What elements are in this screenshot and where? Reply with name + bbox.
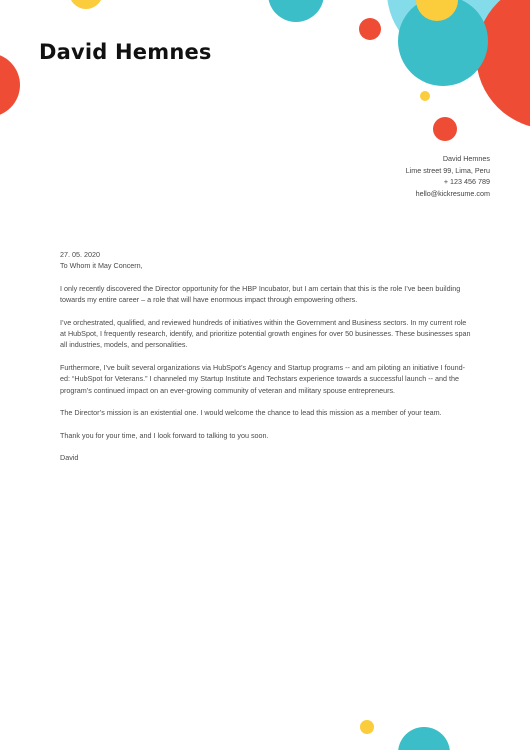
letter-paragraph xyxy=(60,283,492,306)
sender-address: Lime street 99, Lima, Peru xyxy=(405,165,490,175)
letter-line: Thank you for your time, and I look forward to talking to you soon. xyxy=(60,430,269,440)
yellow-dot-small xyxy=(420,91,430,101)
page-title: David Hemnes xyxy=(39,40,212,64)
letter-line: The Director’s mission is an existential one. I would welcome the chance to lead this mission as a member of your team. xyxy=(60,408,442,418)
teal-circle-bottom xyxy=(398,727,450,750)
yellow-circle-top-left xyxy=(69,0,103,9)
yellow-circle-bottom xyxy=(360,720,374,734)
letter-line: ed: “HubSpot for Veterans.” I channeled my Startup Institute and Techstars experience towards a successful launch -- and the xyxy=(60,374,459,384)
sender-email: hello@kickresume.com xyxy=(415,188,490,198)
letter-paragraph xyxy=(60,362,492,396)
letter-signature xyxy=(60,452,492,463)
letter-line: at HubSpot, I frequently research, identify, and prioritize potential growth engines for over 50 businesses. These businesses span xyxy=(60,329,471,339)
yellow-circle-top-right xyxy=(416,0,458,21)
letter-paragraph xyxy=(60,407,492,418)
letter-body xyxy=(60,249,492,464)
red-circle-medium-right xyxy=(433,117,457,141)
letter-greeting: To Whom it May Concern, xyxy=(60,261,143,271)
red-circle-small-top xyxy=(359,18,381,40)
letter-line: I only recently discovered the Director opportunity for the HBP Incubator, but I am certain that this is the role I’ve been building xyxy=(60,283,461,293)
sender-phone: + 123 456 789 xyxy=(443,177,490,186)
letter-line: Furthermore, I’ve built several organizations via HubSpot’s Agency and Startup programs -- and am piloting an initiative I found- xyxy=(60,362,465,372)
letter-line: David xyxy=(60,453,79,463)
letter-date: 27. 05. 2020 xyxy=(60,250,100,259)
sender-name: David Hemnes xyxy=(442,154,490,163)
letter-paragraph xyxy=(60,430,492,441)
letter-line: I’ve orchestrated, qualified, and reviewed hundreds of initiatives within the Government and Business sectors. In my current role xyxy=(60,317,467,327)
red-circle-left-edge xyxy=(0,53,20,117)
teal-circle-top-center xyxy=(268,0,324,22)
letter-line: program’s continued impact on an ever-growing community of veteran and military spouse entrepreneurs. xyxy=(60,385,396,395)
light-blue-circle-top-right xyxy=(387,0,523,60)
letter-paragraphs xyxy=(60,283,492,464)
teal-circle-large-right xyxy=(398,0,488,86)
letter-paragraph xyxy=(60,317,492,351)
red-circle-large-right xyxy=(476,0,530,129)
letter-line: all industries, models, and personalities. xyxy=(60,340,188,350)
sender-contact-block xyxy=(406,153,490,199)
letter-line: towards my entire career – a role that will have enormous impact through empowering others. xyxy=(60,295,358,305)
